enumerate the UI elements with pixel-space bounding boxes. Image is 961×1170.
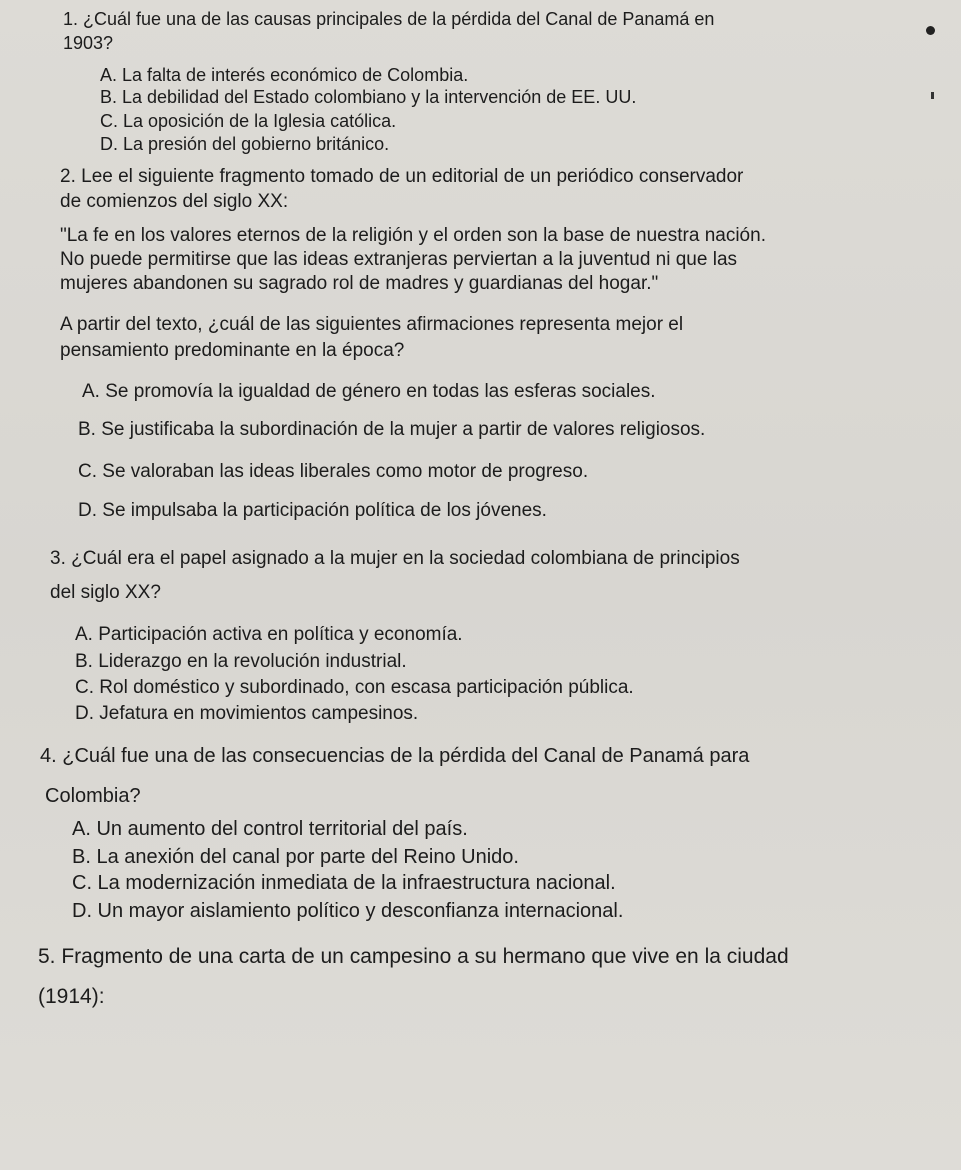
punch-dot — [926, 26, 935, 35]
q3-stem-line-1: 3. ¿Cuál era el papel asignado a la mujer en la sociedad colombiana de principios — [50, 548, 740, 569]
q3-stem-line-2: del siglo XX? — [50, 582, 161, 603]
q3-option-d[interactable]: D. Jefatura en movimientos campesinos. — [75, 703, 419, 724]
q1-option-a[interactable]: A. La falta de interés económico de Colombia. — [100, 65, 469, 85]
q1-stem-line-1: 1. ¿Cuál fue una de las causas principales de la pérdida del Canal de Panamá en — [63, 9, 715, 29]
q4-stem-line-2: Colombia? — [45, 785, 141, 807]
q4-option-a[interactable]: A. Un aumento del control territorial del país. — [72, 818, 468, 840]
q3-option-c[interactable]: C. Rol doméstico y subordinado, con escasa participación pública. — [75, 677, 634, 698]
q4-option-d[interactable]: D. Un mayor aislamiento político y desconfianza internacional. — [72, 900, 624, 922]
q2-option-c[interactable]: C. Se valoraban las ideas liberales como motor de progreso. — [78, 461, 589, 482]
q4-option-b[interactable]: B. La anexión del canal por parte del Reino Unido. — [72, 846, 519, 868]
q3-option-b[interactable]: B. Liderazgo en la revolución industrial. — [75, 651, 407, 672]
q5-stem-line-1: 5. Fragmento de una carta de un campesino a su hermano que vive en la ciudad — [38, 945, 789, 968]
q4-stem-line-1: 4. ¿Cuál fue una de las consecuencias de la pérdida del Canal de Panamá para — [40, 745, 750, 767]
q1-option-d[interactable]: D. La presión del gobierno británico. — [100, 134, 390, 154]
q1-stem-line-2: 1903? — [63, 33, 114, 53]
q2-quote-line-2: No puede permitirse que las ideas extranjeras perviertan a la juventud ni que las — [60, 249, 738, 270]
q2-stem-line-1: 2. Lee el siguiente fragmento tomado de un editorial de un periódico conservador — [60, 166, 744, 187]
ink-mark — [931, 92, 934, 99]
q2-prompt-line-2: pensamiento predominante en la época? — [60, 340, 405, 361]
q2-quote-line-3: mujeres abandonen su sagrado rol de madres y guardianas del hogar." — [60, 273, 659, 294]
q1-option-c[interactable]: C. La oposición de la Iglesia católica. — [100, 111, 397, 131]
q2-option-b[interactable]: B. Se justificaba la subordinación de la mujer a partir de valores religiosos. — [78, 419, 706, 440]
q2-prompt-line-1: A partir del texto, ¿cuál de las siguientes afirmaciones representa mejor el — [60, 314, 684, 335]
q1-option-b[interactable]: B. La debilidad del Estado colombiano y la intervención de EE. UU. — [100, 87, 637, 107]
q2-quote-line-1: "La fe en los valores eternos de la religión y el orden son la base de nuestra nación. — [60, 225, 766, 246]
q3-option-a[interactable]: A. Participación activa en política y economía. — [75, 624, 463, 645]
q2-option-a[interactable]: A. Se promovía la igualdad de género en todas las esferas sociales. — [82, 381, 656, 402]
q4-option-c[interactable]: C. La modernización inmediata de la infraestructura nacional. — [72, 872, 616, 894]
q2-option-d[interactable]: D. Se impulsaba la participación política de los jóvenes. — [78, 500, 547, 521]
q5-stem-line-2: (1914): — [38, 985, 105, 1008]
q2-stem-line-2: de comienzos del siglo XX: — [60, 191, 289, 212]
